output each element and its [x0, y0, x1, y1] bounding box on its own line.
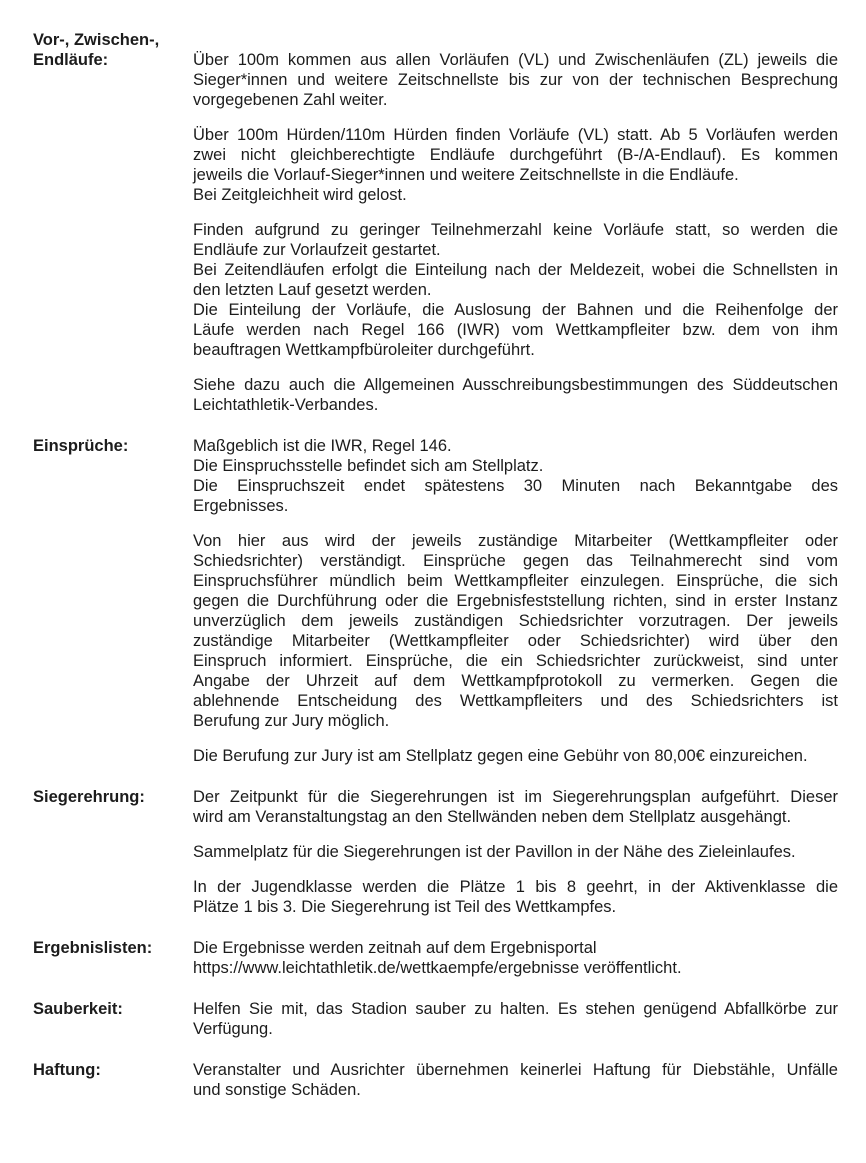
- text-line: Die Einspruchsstelle befindet sich am Stellplatz.: [193, 457, 544, 475]
- section-body-haftung: [193, 1060, 838, 1100]
- text-line: Über 100m kommen aus allen Vorläufen (VL) und Zwischenläufen (ZL) jeweils die: [193, 51, 838, 69]
- section-haftung: [33, 1060, 838, 1100]
- paragraph: [193, 877, 838, 917]
- text-line: Der Zeitpunkt für die Siegerehrungen ist im Siegerehrungsplan aufgeführt. Dieser: [193, 788, 838, 806]
- section-label-line: Endläufe:: [33, 51, 109, 69]
- section-label-sauberkeit: [33, 999, 193, 1019]
- section-label-line: Einsprüche:: [33, 437, 129, 455]
- text-line: wird am Veranstaltungstag an den Stellwänden neben dem Stellplatz ausgehängt.: [193, 808, 792, 826]
- section-label-einsprueche: [33, 436, 193, 456]
- paragraph: [193, 436, 838, 516]
- text-line: Endläufe zur Vorlaufzeit gestartet.: [193, 241, 441, 259]
- text-line: Einspruchsführer mündlich beim Wettkampfleiter einzulegen. Einsprüche, die sich: [193, 572, 838, 590]
- text-line: Leichtathletik-Verbandes.: [193, 396, 379, 414]
- section-vor-zwischen-endlaeufe: [33, 30, 838, 415]
- text-line: unverzüglich dem jeweils zuständigen Schiedsrichter vorzutragen. Der jeweils: [193, 612, 838, 630]
- paragraph: [193, 999, 838, 1039]
- text-line: Veranstalter und Ausrichter übernehmen keinerlei Haftung für Diebstähle, Unfälle: [193, 1061, 838, 1079]
- text-line: Die Einteilung der Vorläufe, die Auslosung der Bahnen und die Reihenfolge der: [193, 301, 838, 319]
- paragraph: [193, 787, 838, 827]
- text-line: zuständige Mitarbeiter (Wettkampfleiter oder Schiedsrichter) wird über den: [193, 632, 838, 650]
- paragraph: [193, 842, 838, 862]
- paragraph: [193, 125, 838, 205]
- section-label-line: Siegerehrung:: [33, 788, 145, 806]
- text-line: Die Ergebnisse werden zeitnah auf dem Ergebnisportal: [193, 939, 597, 957]
- section-label-vor-zwischen-endlaeufe: [33, 30, 193, 70]
- text-line: beauftragen Wettkampfbüroleiter durchgeführt.: [193, 341, 535, 359]
- section-label-siegerehrung: [33, 787, 193, 807]
- text-line: Die Berufung zur Jury ist am Stellplatz gegen eine Gebühr von 80,00€ einzureichen.: [193, 747, 808, 765]
- section-body-vor-zwischen-endlaeufe: [193, 50, 838, 415]
- text-line: Die Einspruchszeit endet spätestens 30 Minuten nach Bekanntgabe des: [193, 477, 838, 495]
- document-content: [33, 30, 838, 1100]
- text-line: Läufe werden nach Regel 166 (IWR) vom Wettkampfleiter bzw. dem von ihm: [193, 321, 838, 339]
- text-line: Sammelplatz für die Siegerehrungen ist der Pavillon in der Nähe des Zieleinlaufes.: [193, 843, 796, 861]
- paragraph: [193, 531, 838, 731]
- section-label-line: Sauberkeit:: [33, 1000, 123, 1018]
- text-line: Schiedsrichter) verständigt. Einsprüche gegen das Teilnahmerecht sind vom: [193, 552, 838, 570]
- text-line: gegen die Durchführung oder die Ergebnisfeststellung richten, sind in erster Instanz: [193, 592, 838, 610]
- text-line: Sieger*innen und weitere Zeitschnellste bis zur von der technischen Besprechung: [193, 71, 838, 89]
- section-label-ergebnislisten: [33, 938, 193, 958]
- text-line: jeweils die Vorlauf-Sieger*innen und weitere Zeitschnellste in die Endläufe.: [193, 166, 739, 184]
- paragraph: [193, 938, 838, 978]
- section-body-einsprueche: [193, 436, 838, 766]
- section-ergebnislisten: [33, 938, 838, 978]
- section-siegerehrung: [33, 787, 838, 917]
- text-line: Finden aufgrund zu geringer Teilnehmerzahl keine Vorläufe statt, so werden die: [193, 221, 838, 239]
- section-label-line: Ergebnislisten:: [33, 939, 153, 957]
- text-line: ablehnende Entscheidung des Wettkampfleiters und des Schiedsrichters ist: [193, 692, 838, 710]
- text-line: Über 100m Hürden/110m Hürden finden Vorläufe (VL) statt. Ab 5 Vorläufen werden: [193, 126, 838, 144]
- section-body-ergebnislisten: [193, 938, 838, 978]
- text-line: vorgegebenen Zahl weiter.: [193, 91, 388, 109]
- text-line: Bei Zeitgleichheit wird gelost.: [193, 186, 407, 204]
- text-line: Verfügung.: [193, 1020, 273, 1038]
- paragraph: [193, 375, 838, 415]
- text-line: Von hier aus wird der jeweils zuständige Mitarbeiter (Wettkampfleiter oder: [193, 532, 838, 550]
- section-label-haftung: [33, 1060, 193, 1080]
- text-line: Bei Zeitendläufen erfolgt die Einteilung nach der Meldezeit, wobei die Schnellsten in: [193, 261, 838, 279]
- text-line: In der Jugendklasse werden die Plätze 1 bis 8 geehrt, in der Aktivenklasse die: [193, 878, 838, 896]
- section-body-sauberkeit: [193, 999, 838, 1039]
- text-line: Ergebnisses.: [193, 497, 289, 515]
- text-line: zwei nicht gleichberechtigte Endläufe durchgeführt (B-/A-Endlauf). Es kommen: [193, 146, 838, 164]
- text-line: Berufung zur Jury möglich.: [193, 712, 390, 730]
- text-line: Einspruch informiert. Einsprüche, die ein Schiedsrichter zurückweist, sind unter: [193, 652, 838, 670]
- text-line: den letzten Lauf gesetzt werden.: [193, 281, 432, 299]
- text-line: Siehe dazu auch die Allgemeinen Ausschreibungsbestimmungen des Süddeutschen: [193, 376, 838, 394]
- text-line: und sonstige Schäden.: [193, 1081, 361, 1099]
- section-body-siegerehrung: [193, 787, 838, 917]
- text-line: Helfen Sie mit, das Stadion sauber zu halten. Es stehen genügend Abfallkörbe zur: [193, 1000, 838, 1018]
- text-line: https://www.leichtathletik.de/wettkaempfe/ergebnisse veröffentlicht.: [193, 959, 682, 977]
- section-sauberkeit: [33, 999, 838, 1039]
- text-line: Angabe der Uhrzeit auf dem Wettkampfprotokoll zu vermerken. Gegen die: [193, 672, 838, 690]
- paragraph: [193, 50, 838, 110]
- section-einsprueche: [33, 436, 838, 766]
- text-line: Maßgeblich ist die IWR, Regel 146.: [193, 437, 452, 455]
- section-label-line: Vor-, Zwischen-,: [33, 31, 160, 49]
- section-label-line: Haftung:: [33, 1061, 101, 1079]
- paragraph: [193, 1060, 838, 1100]
- paragraph: [193, 746, 838, 766]
- paragraph: [193, 220, 838, 360]
- text-line: Plätze 1 bis 3. Die Siegerehrung ist Teil des Wettkampfes.: [193, 898, 617, 916]
